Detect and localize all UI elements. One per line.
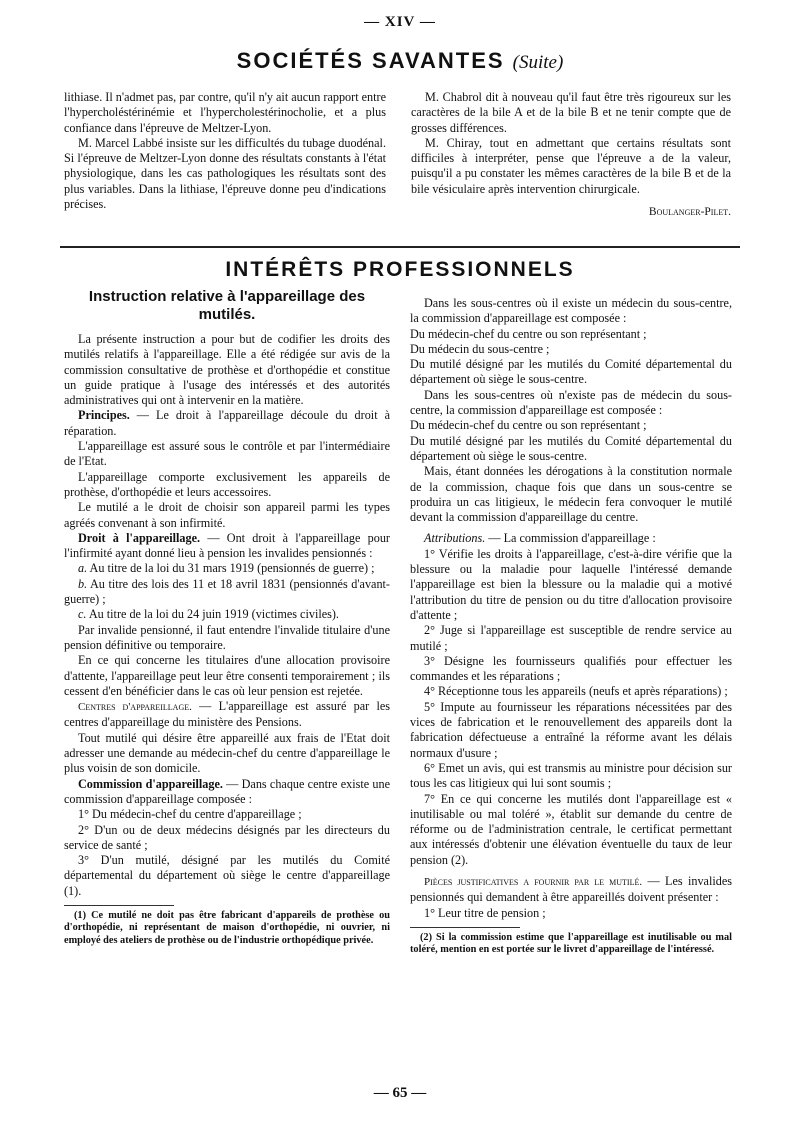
section-title-text: SOCIÉTÉS SAVANTES — [236, 48, 505, 73]
footnote: (2) Si la commission estime que l'appareillage est inutilisable ou mal toléré, mention en est portée sur le livret d'appareillage de l'intéressé. — [410, 931, 732, 956]
paragraph: L'appareillage comporte exclusivement les appareils de prothèse, d'orthopédie et leurs accessoires. — [64, 469, 390, 499]
top-right-column — [411, 90, 731, 220]
footnote-rule — [410, 927, 520, 928]
paragraph: M. Chiray, tout en admettant que certains résultats sont difficiles à interpréter, pense que l'épreuve a de la valeur, puisqu'il a pu constater les mêmes caractères de la bile B et de la bile vésiculaire après intervention chirurgicale. — [411, 135, 731, 196]
paragraph: Dans les sous-centres où il existe un médecin du sous-centre, la commission d'appareillage est composée : — [410, 296, 732, 326]
footnote-rule — [64, 905, 174, 906]
list-item: c. Au titre de la loi du 24 juin 1919 (victimes civiles). — [78, 607, 339, 622]
list-item: Du médecin du sous-centre ; — [410, 341, 550, 356]
subheading: Centres d'appareillage. — [78, 701, 192, 714]
list-item: 1° Du médecin-chef du centre d'appareillage ; — [78, 807, 302, 822]
top-left-column — [64, 90, 386, 212]
folio-page-number: — 65 — — [373, 1085, 427, 1101]
list-item: 2° D'un ou de deux médecins désignés par les directeurs du service de santé ; — [64, 822, 390, 852]
paragraph: En ce qui concerne les titulaires d'une allocation provisoire d'attente, l'appareillage peut leur être consenti temporairement ; ils cessent d'en bénéficier dans le cas où leur pension est rejetée. — [64, 653, 390, 698]
list-item: 3° Désigne les fournisseurs qualifiés pour effectuer les commandes et les réparations ; — [410, 653, 732, 684]
paragraph: Le mutilé a le droit de choisir son appareil parmi les types agréés convenant à son infirmité. — [64, 500, 390, 530]
paragraph: M. Marcel Labbé insiste sur les difficultés du tubage duodénal. Si l'épreuve de Meltzer-Lyon donne des résultats constants à l'état physiologique, dans les cas pathologiques les résultats sont des plus variables. Dans la lithiase, l'épreuve donne peu d'indications précises. — [64, 135, 386, 212]
paragraph: Principes. — Le droit à l'appareillage découle du droit à réparation. — [64, 408, 390, 438]
footnote: (1) Ce mutilé ne doit pas être fabricant d'appareils de prothèse ou d'orthopédie, ni représentant de maison d'orthopédie, ni ouvrier, ni employé des ateliers de prothèse ou de l'industrie orthopédique privée. — [64, 909, 390, 946]
paragraph: L'appareillage est assuré sous le contrôle et par l'intermédiaire de l'Etat. — [64, 439, 390, 469]
subheading: Droit à l'appareillage. — [78, 530, 201, 545]
list-item: Du médecin-chef du centre ou son représentant ; — [410, 418, 647, 433]
list-item: Du mutilé désigné par les mutilés du Comité départemental du département où siège le sous-centre. — [410, 357, 732, 387]
paragraph: Commission d'appareillage. — Dans chaque centre existe une commission d'appareillage composée : — [64, 776, 390, 806]
paragraph: Pièces justificatives a fournir par le mutilé. — Les invalides pensionnés qui demandent à être appareillés doivent présenter : — [410, 873, 732, 905]
list-item: 5° Impute au fournisseur les réparations nécessitées par des vices de fabrication et le renouvellement des appareils dont la fabrication défectueuse a entraîné la réforme avant les délais normaux d'usure ; — [410, 699, 732, 760]
article-title: Instruction relative à l'appareillage des mutilés. — [88, 288, 366, 323]
signature: Boulanger-Pilet. — [648, 206, 731, 219]
section-title-interets: INTÉRÊTS PROFESSIONNELS — [225, 258, 575, 281]
list-item: 3° D'un mutilé, désigné par les mutilés du Comité départemental du département où siège le centre d'appareillage (1). — [64, 853, 390, 898]
paragraph: Par invalide pensionné, il faut entendre l'invalide titulaire d'une pension définitive ou temporaire. — [64, 622, 390, 652]
list-item: 7° En ce qui concerne les mutilés dont l'appareillage est « inutilisable ou mal toléré », établit sur demande du centre de réforme ou de l'administration centrale, le certificat permettant aux intéressés d'obtenir une élévation éventuelle du taux de leur pension (2). — [410, 791, 732, 867]
paragraph: La présente instruction a pour but de codifier les droits des mutilés relatifs à l'appareillage. Elle a été rédigée sur avis de la commission consultative de prothèse et d'orthopédie et constitue un guide pratique à l'usage des intéressés et des autorités administratives qui ont à intervenir en la matière. — [64, 332, 390, 408]
paragraph: Attributions. — La commission d'appareillage : — [424, 531, 656, 546]
paragraph: Centres d'appareillage. — L'appareillage est assuré par les centres d'appareillage du ministère des Pensions. — [64, 699, 391, 730]
left-column — [64, 288, 390, 947]
list-item: 6° Emet un avis, qui est transmis au ministre pour décision sur tous les cas litigieux qui lui sont soumis ; — [410, 760, 732, 791]
subheading: Attributions. — [424, 531, 486, 546]
section-title-societes — [0, 48, 800, 74]
section-divider — [60, 246, 740, 248]
list-item: 4° Réceptionne tous les appareils (neufs et après réparations) ; — [424, 684, 728, 699]
subheading: Pièces justificatives a fournir par le mutilé. — [424, 875, 643, 888]
right-column — [410, 296, 732, 956]
list-item: b. Au titre des lois des 11 et 18 avril 1831 (pensionnés d'avant-guerre) ; — [64, 576, 390, 607]
paragraph: Tout mutilé qui désire être appareillé aux frais de l'Etat doit adresser une demande au médecin-chef du centre d'appareillage le plus voisin de son domicile. — [64, 730, 390, 776]
list-item: 1° Vérifie les droits à l'appareillage, c'est-à-dire vérifie que la blessure ou la maladie pour laquelle l'intéressé demande l'appareillage est bien la blessure ou la maladie qui a motivé l'attribution du titre de pension ou du titre d'allocation provisoire d'attente ; — [410, 546, 732, 622]
subheading: Principes. — [78, 408, 130, 423]
list-item: 2° Juge si l'appareillage est susceptible de rendre service au mutilé ; — [410, 623, 732, 653]
paragraph: Mais, étant données les dérogations à la constitution normale de la commission, chaque fois que dans un sous-centre se produira un cas litigieux, le médecin fera convoquer le mutilé devant la commission d'appareillage du centre. — [410, 464, 732, 525]
list-item: a. Au titre de la loi du 31 mars 1919 (pensionnés de guerre) ; — [78, 561, 375, 576]
list-item: 1° Leur titre de pension ; — [424, 905, 546, 920]
list-item: Du médecin-chef du centre ou son représentant ; — [410, 326, 647, 341]
paragraph: Droit à l'appareillage. — Ont droit à l'appareillage pour l'infirmité ayant donné lieu à pension les invalides pensionnés : — [64, 530, 390, 561]
paragraph: M. Chabrol dit à nouveau qu'il faut être très rigoureux sur les caractères de la bile A et de la bile B et ne tenir compte que de grosses différences. — [411, 90, 731, 135]
paragraph: lithiase. Il n'admet pas, par contre, qu'il n'y ait aucun rapport entre l'hypercholéstérinémie et l'hypercholestérinocholie, et a plus confiance dans l'épreuve de Meltzer-Lyon. — [64, 90, 386, 135]
section-title-suite: (Suite) — [512, 52, 564, 73]
roman-page-number: — XIV — — [364, 14, 436, 30]
subheading: Commission d'appareillage. — [78, 776, 223, 791]
paragraph: Dans les sous-centres où n'existe pas de médecin du sous-centre, la commission d'appareillage est composée : — [410, 387, 732, 418]
list-item: Du mutilé désigné par les mutilés du Comité départemental du département où siège le sous-centre. — [410, 433, 732, 463]
